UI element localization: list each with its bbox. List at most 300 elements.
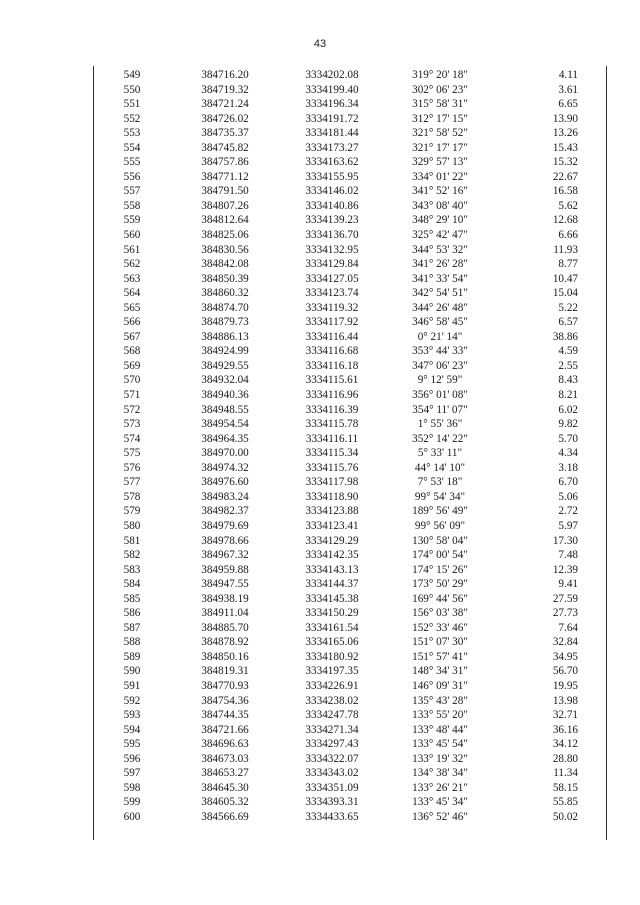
easting-cell: 384719.32 [201, 83, 249, 96]
easting-cell: 384819.31 [201, 665, 249, 678]
bearing-cell: 133° 55' 20" [412, 709, 468, 722]
northing-cell: 3334199.40 [305, 83, 359, 96]
easting-cell: 384770.93 [201, 679, 249, 692]
point-number-cell: 560 [123, 229, 141, 242]
northing-cell: 3334139.23 [305, 214, 359, 227]
distance-cell: 27.59 [552, 592, 578, 605]
point-number-cell: 564 [123, 287, 141, 300]
distance-cell: 32.71 [552, 709, 578, 722]
distance-cell: 5.62 [558, 199, 578, 212]
bearing-cell: 133° 45' 34" [412, 796, 468, 809]
point-number-cell: 580 [123, 519, 141, 532]
northing-cell: 3334161.54 [305, 621, 359, 634]
point-number-cell: 583 [123, 563, 141, 576]
distance-cell: 10.47 [552, 272, 578, 285]
table-row [93, 708, 607, 723]
easting-cell: 384716.20 [201, 69, 249, 81]
point-number-cell: 550 [123, 83, 141, 96]
bearing-cell: 352° 14' 22" [412, 432, 468, 445]
table-row [93, 737, 607, 752]
easting-cell: 384721.66 [201, 723, 249, 736]
table-row [93, 563, 607, 578]
northing-cell: 3334123.74 [305, 287, 359, 300]
bearing-cell: 342° 54' 51" [412, 287, 468, 300]
distance-cell: 8.43 [558, 374, 578, 387]
northing-cell: 3334351.09 [305, 781, 359, 794]
distance-cell: 6.66 [558, 229, 578, 242]
northing-cell: 3334132.95 [305, 243, 359, 256]
point-number-cell: 579 [123, 505, 141, 518]
northing-cell: 3334146.02 [305, 185, 359, 198]
northing-cell: 3334393.31 [305, 796, 359, 809]
northing-cell: 3334116.11 [305, 432, 359, 445]
distance-cell: 11.34 [553, 767, 578, 780]
easting-cell: 384830.56 [201, 243, 249, 256]
bearing-cell: 341° 26' 28" [412, 258, 468, 271]
easting-cell: 384754.36 [201, 694, 249, 707]
table-row [93, 606, 607, 621]
easting-cell: 384812.64 [201, 214, 249, 227]
northing-cell: 3334297.43 [305, 738, 359, 751]
easting-cell: 384605.32 [201, 796, 249, 809]
point-number-cell: 559 [123, 214, 141, 227]
distance-cell: 13.26 [552, 127, 578, 140]
easting-cell: 384982.37 [201, 505, 249, 518]
table-row [93, 723, 607, 738]
point-number-cell: 570 [123, 374, 141, 387]
northing-cell: 3334145.38 [305, 592, 359, 605]
distance-cell: 4.34 [558, 447, 578, 460]
easting-cell: 384726.02 [201, 112, 249, 125]
distance-cell: 34.12 [552, 738, 578, 751]
northing-cell: 3334117.98 [305, 476, 359, 489]
northing-cell: 3334196.34 [305, 98, 359, 111]
table-row [93, 766, 607, 781]
distance-cell: 28.80 [552, 752, 578, 765]
point-number-cell: 598 [123, 781, 141, 794]
northing-cell: 3334116.96 [305, 389, 359, 402]
table-row [93, 257, 607, 272]
northing-cell: 3334115.34 [305, 447, 359, 460]
point-number-cell: 588 [123, 636, 141, 649]
bearing-cell: 7° 53' 18" [417, 476, 463, 489]
point-number-cell: 593 [123, 709, 141, 722]
easting-cell: 384791.50 [201, 185, 249, 198]
northing-cell: 3334143.13 [305, 563, 359, 576]
table-row [93, 781, 607, 796]
easting-cell: 384721.24 [201, 98, 249, 111]
table-row [93, 126, 607, 141]
bearing-cell: 156° 03' 38" [412, 607, 468, 620]
table-row [93, 650, 607, 665]
bearing-cell: 1° 55' 36" [417, 418, 463, 431]
easting-cell: 384566.69 [201, 810, 249, 823]
bearing-cell: 346° 58' 45" [412, 316, 468, 329]
table-row [93, 213, 607, 228]
easting-cell: 384879.73 [201, 316, 249, 329]
northing-cell: 3334238.02 [305, 694, 359, 707]
northing-cell: 3334115.61 [305, 374, 359, 387]
bearing-cell: 130° 58' 04" [412, 534, 468, 547]
distance-cell: 19.95 [552, 679, 578, 692]
point-number-cell: 558 [123, 199, 141, 212]
table-row [93, 504, 607, 519]
easting-cell: 384696.63 [201, 738, 249, 751]
northing-cell: 3334247.78 [305, 709, 359, 722]
distance-cell: 22.67 [552, 170, 578, 183]
distance-cell: 7.64 [558, 621, 578, 634]
easting-cell: 384735.37 [201, 127, 249, 140]
bearing-cell: 148° 34' 31" [412, 665, 468, 678]
distance-cell: 13.98 [552, 694, 578, 707]
point-number-cell: 553 [123, 127, 141, 140]
distance-cell: 6.70 [558, 476, 578, 489]
point-number-cell: 563 [123, 272, 141, 285]
easting-cell: 384653.27 [201, 767, 249, 780]
easting-cell: 384978.66 [201, 534, 249, 547]
bearing-cell: 99° 54' 34" [414, 490, 466, 503]
table-row [93, 432, 607, 447]
point-number-cell: 551 [123, 98, 141, 111]
point-number-cell: 589 [123, 650, 141, 663]
table-row [93, 534, 607, 549]
bearing-cell: 133° 19' 32" [412, 752, 468, 765]
point-number-cell: 576 [123, 461, 141, 474]
point-number-cell: 556 [123, 170, 141, 183]
bearing-cell: 152° 33' 46" [412, 621, 468, 634]
easting-cell: 384744.35 [201, 709, 249, 722]
bearing-cell: 348° 29' 10" [412, 214, 468, 227]
table-row [93, 548, 607, 563]
bearing-cell: 312° 17' 15" [412, 112, 468, 125]
point-number-cell: 565 [123, 301, 141, 314]
distance-cell: 7.48 [558, 549, 578, 562]
bearing-cell: 354° 11' 07" [412, 403, 468, 416]
table-row [93, 83, 607, 98]
point-number-cell: 594 [123, 723, 141, 736]
bearing-cell: 189° 56' 49" [412, 505, 468, 518]
bearing-cell: 133° 45' 54" [412, 738, 468, 751]
easting-cell: 384757.86 [201, 156, 249, 169]
easting-cell: 384842.08 [201, 258, 249, 271]
bearing-cell: 334° 01' 22" [412, 170, 468, 183]
easting-cell: 384860.32 [201, 287, 249, 300]
northing-cell: 3334119.32 [305, 301, 359, 314]
distance-cell: 58.15 [552, 781, 578, 794]
table-row [93, 359, 607, 374]
table-row [93, 679, 607, 694]
northing-cell: 3334165.06 [305, 636, 359, 649]
table-row [93, 199, 607, 214]
point-number-cell: 567 [123, 330, 141, 343]
northing-cell: 3334197.35 [305, 665, 359, 678]
bearing-cell: 344° 26' 48" [412, 301, 468, 314]
bearing-cell: 44° 14' 10" [414, 461, 466, 474]
table-row [93, 752, 607, 767]
northing-cell: 3334343.02 [305, 767, 359, 780]
bearing-cell: 99° 56' 09" [414, 519, 466, 532]
bearing-cell: 146° 09' 31" [412, 679, 468, 692]
table-row [93, 664, 607, 679]
northing-cell: 3334155.95 [305, 170, 359, 183]
easting-cell: 384807.26 [201, 199, 249, 212]
distance-cell: 6.02 [558, 403, 578, 416]
table-row [93, 446, 607, 461]
easting-cell: 384976.60 [201, 476, 249, 489]
point-number-cell: 572 [123, 403, 141, 416]
northing-cell: 3334129.84 [305, 258, 359, 271]
northing-cell: 3334115.76 [305, 461, 359, 474]
easting-cell: 384932.04 [201, 374, 249, 387]
distance-cell: 5.97 [558, 519, 578, 532]
point-number-cell: 578 [123, 490, 141, 503]
bearing-cell: 353° 44' 33" [412, 345, 468, 358]
point-number-cell: 596 [123, 752, 141, 765]
table-row [93, 330, 607, 345]
distance-cell: 17.30 [552, 534, 578, 547]
table-row [93, 97, 607, 112]
northing-cell: 3334150.29 [305, 607, 359, 620]
easting-cell: 384745.82 [201, 141, 249, 154]
northing-cell: 3334191.72 [305, 112, 359, 125]
point-number-cell: 581 [123, 534, 141, 547]
table-row [93, 315, 607, 330]
table-row [93, 403, 607, 418]
table-row [93, 417, 607, 432]
northing-cell: 3334271.34 [305, 723, 359, 736]
table-row [93, 388, 607, 403]
easting-cell: 384924.99 [201, 345, 249, 358]
bearing-cell: 329° 57' 13" [412, 156, 468, 169]
easting-cell: 384979.69 [201, 519, 249, 532]
bearing-cell: 5° 33' 11" [417, 447, 463, 460]
table-row [93, 490, 607, 505]
distance-cell: 6.65 [558, 98, 578, 111]
table-row [93, 170, 607, 185]
table-row [93, 810, 607, 825]
easting-cell: 384911.04 [201, 607, 249, 620]
northing-cell: 3334115.78 [305, 418, 359, 431]
table-row [93, 373, 607, 388]
distance-cell: 6.57 [558, 316, 578, 329]
bearing-cell: 173° 50' 29" [412, 578, 468, 591]
point-number-cell: 599 [123, 796, 141, 809]
point-number-cell: 597 [123, 767, 141, 780]
northing-cell: 3334180.92 [305, 650, 359, 663]
point-number-cell: 600 [123, 810, 141, 823]
distance-cell: 32.84 [552, 636, 578, 649]
northing-cell: 3334181.44 [305, 127, 359, 140]
distance-cell: 27.73 [552, 607, 578, 620]
easting-cell: 384645.30 [201, 781, 249, 794]
distance-cell: 4.59 [558, 345, 578, 358]
point-number-cell: 575 [123, 447, 141, 460]
table-row [93, 155, 607, 170]
bearing-cell: 133° 26' 21" [412, 781, 468, 794]
easting-cell: 384964.35 [201, 432, 249, 445]
northing-cell: 3334123.88 [305, 505, 359, 518]
northing-cell: 3334117.92 [305, 316, 359, 329]
distance-cell: 8.21 [558, 389, 578, 402]
table-row [93, 475, 607, 490]
table-row [93, 344, 607, 359]
easting-cell: 384771.12 [201, 170, 249, 183]
easting-cell: 384947.55 [201, 578, 249, 591]
point-number-cell: 561 [123, 243, 141, 256]
northing-cell: 3334226.91 [305, 679, 359, 692]
northing-cell: 3334127.05 [305, 272, 359, 285]
table-row [93, 286, 607, 301]
table-row [93, 592, 607, 607]
easting-cell: 384878.92 [201, 636, 249, 649]
distance-cell: 12.39 [552, 563, 578, 576]
table-row [93, 577, 607, 592]
table-row [93, 184, 607, 199]
easting-cell: 384825.06 [201, 229, 249, 242]
coordinate-table [93, 68, 607, 824]
bearing-cell: 174° 15' 26" [412, 563, 468, 576]
bearing-cell: 343° 08' 40" [412, 199, 468, 212]
table-row [93, 243, 607, 258]
distance-cell: 5.06 [558, 490, 578, 503]
northing-cell: 3334142.35 [305, 549, 359, 562]
point-number-cell: 552 [123, 112, 141, 125]
distance-cell: 55.85 [552, 796, 578, 809]
table-row [93, 228, 607, 243]
point-number-cell: 595 [123, 738, 141, 751]
easting-cell: 384938.19 [201, 592, 249, 605]
easting-cell: 384983.24 [201, 490, 249, 503]
point-number-cell: 554 [123, 141, 141, 154]
bearing-cell: 347° 06' 23" [412, 359, 468, 372]
point-number-cell: 566 [123, 316, 141, 329]
distance-cell: 5.70 [558, 432, 578, 445]
easting-cell: 384874.70 [201, 301, 249, 314]
distance-cell: 3.18 [558, 461, 578, 474]
northing-cell: 3334202.08 [305, 69, 359, 81]
table-row [93, 621, 607, 636]
bearing-cell: 344° 53' 32" [412, 243, 468, 256]
point-number-cell: 571 [123, 389, 141, 402]
point-number-cell: 555 [123, 156, 141, 169]
table-row [93, 68, 607, 83]
easting-cell: 384954.54 [201, 418, 249, 431]
distance-cell: 5.22 [558, 301, 578, 314]
point-number-cell: 577 [123, 476, 141, 489]
distance-cell: 13.90 [552, 112, 578, 125]
distance-cell: 2.55 [558, 359, 578, 372]
bearing-cell: 356° 01' 08" [412, 389, 468, 402]
bearing-cell: 341° 52' 16" [412, 185, 468, 198]
distance-cell: 4.11 [558, 69, 578, 81]
bearing-cell: 315° 58' 31" [412, 98, 468, 111]
easting-cell: 384885.70 [201, 621, 249, 634]
northing-cell: 3334129.29 [305, 534, 359, 547]
distance-cell: 8.77 [558, 258, 578, 271]
table-row [93, 795, 607, 810]
point-number-cell: 573 [123, 418, 141, 431]
distance-cell: 38.86 [552, 330, 578, 343]
easting-cell: 384948.55 [201, 403, 249, 416]
northing-cell: 3334433.65 [305, 810, 359, 823]
easting-cell: 384959.88 [201, 563, 249, 576]
point-number-cell: 562 [123, 258, 141, 271]
distance-cell: 15.43 [552, 141, 578, 154]
table-row [93, 301, 607, 316]
bearing-cell: 321° 58' 52" [412, 127, 468, 140]
point-number-cell: 569 [123, 359, 141, 372]
distance-cell: 9.82 [558, 418, 578, 431]
table-row [93, 694, 607, 709]
northing-cell: 3334123.41 [305, 519, 359, 532]
easting-cell: 384929.55 [201, 359, 249, 372]
northing-cell: 3334144.37 [305, 578, 359, 591]
distance-cell: 9.41 [558, 578, 578, 591]
distance-cell: 15.32 [552, 156, 578, 169]
point-number-cell: 585 [123, 592, 141, 605]
distance-cell: 3.61 [558, 83, 578, 96]
table-row [93, 635, 607, 650]
distance-cell: 16.58 [552, 185, 578, 198]
table-row [93, 141, 607, 156]
point-number-cell: 592 [123, 694, 141, 707]
northing-cell: 3334116.18 [305, 359, 359, 372]
table-row [93, 112, 607, 127]
distance-cell: 36.16 [552, 723, 578, 736]
table-row [93, 461, 607, 476]
easting-cell: 384850.16 [201, 650, 249, 663]
point-number-cell: 549 [123, 69, 141, 81]
bearing-cell: 133° 48' 44" [412, 723, 468, 736]
northing-cell: 3334116.39 [305, 403, 359, 416]
distance-cell: 12.68 [552, 214, 578, 227]
table-row [93, 272, 607, 287]
bearing-cell: 134° 38' 34" [412, 767, 468, 780]
distance-cell: 34.95 [552, 650, 578, 663]
bearing-cell: 174° 00' 54" [412, 549, 468, 562]
bearing-cell: 151° 57' 41" [412, 650, 468, 663]
northing-cell: 3334173.27 [305, 141, 359, 154]
bearing-cell: 136° 52' 46" [412, 810, 468, 823]
point-number-cell: 591 [123, 679, 141, 692]
northing-cell: 3334163.62 [305, 156, 359, 169]
distance-cell: 2.72 [558, 505, 578, 518]
easting-cell: 384970.00 [201, 447, 249, 460]
easting-cell: 384886.13 [201, 330, 249, 343]
bearing-cell: 0° 21' 14" [417, 330, 463, 343]
bearing-cell: 319° 20' 18" [412, 69, 468, 81]
bearing-cell: 302° 06' 23" [412, 83, 468, 96]
bearing-cell: 321° 17' 17" [412, 141, 468, 154]
easting-cell: 384673.03 [201, 752, 249, 765]
distance-cell: 15.04 [552, 287, 578, 300]
bearing-cell: 151° 07' 30" [412, 636, 468, 649]
point-number-cell: 557 [123, 185, 141, 198]
bearing-cell: 341° 33' 54" [412, 272, 468, 285]
point-number-cell: 574 [123, 432, 141, 445]
bearing-cell: 135° 43' 28" [412, 694, 468, 707]
point-number-cell: 584 [123, 578, 141, 591]
point-number-cell: 590 [123, 665, 141, 678]
easting-cell: 384967.32 [201, 549, 249, 562]
page-number: 43 [313, 38, 327, 50]
bearing-cell: 169° 44' 56" [412, 592, 468, 605]
northing-cell: 3334140.86 [305, 199, 359, 212]
distance-cell: 11.93 [553, 243, 578, 256]
easting-cell: 384850.39 [201, 272, 249, 285]
point-number-cell: 587 [123, 621, 141, 634]
northing-cell: 3334136.70 [305, 229, 359, 242]
